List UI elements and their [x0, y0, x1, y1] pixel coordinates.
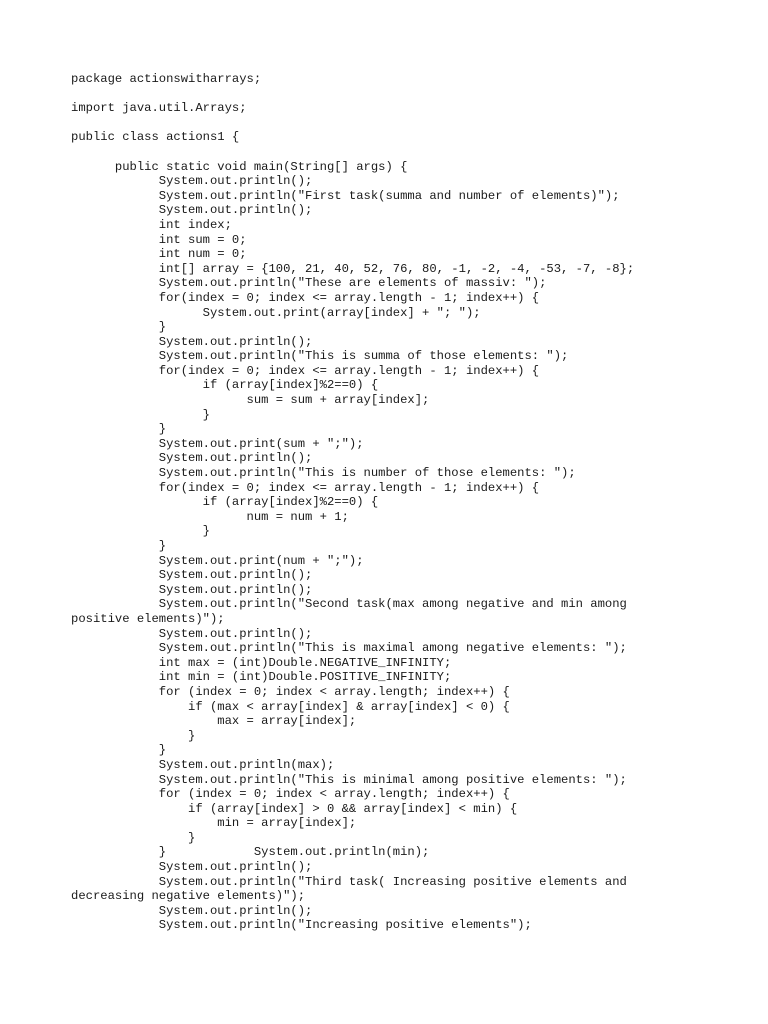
code-line: System.out.println();	[71, 174, 313, 189]
code-line: System.out.println("Second task(max among negative and min among	[71, 597, 627, 612]
code-line: }	[71, 728, 196, 743]
code-line: package actionswitharrays;	[71, 72, 262, 86]
code-line: System.out.println("This is maximal among negative elements: ");	[71, 641, 627, 656]
code-line: }	[71, 539, 167, 553]
code-line	[71, 145, 751, 160]
code-line: max = array[index];	[71, 714, 357, 729]
code-line: positive elements)");	[71, 611, 225, 626]
code-line: if (array[index] > 0 && array[index] < min) {	[71, 801, 518, 816]
code-line: System.out.println();	[71, 451, 313, 466]
code-line: }	[71, 422, 167, 437]
code-line: for(index = 0; index <= array.length - 1; index++) {	[71, 363, 540, 378]
code-line: if (array[index]%2==0) {	[71, 378, 379, 393]
code-line: System.out.println("This is summa of those elements: ");	[71, 349, 569, 364]
code-line: System.out.println();	[71, 626, 313, 641]
code-line: public static void main(String[] args) {	[71, 159, 408, 174]
code-line: System.out.println();	[71, 334, 313, 349]
code-line: } System.out.println(min);	[71, 845, 430, 860]
code-line: int num = 0;	[71, 247, 247, 262]
code-line: int max = (int)Double.NEGATIVE_INFINITY;	[71, 655, 452, 670]
code-line: int sum = 0;	[71, 232, 247, 247]
code-line: int min = (int)Double.POSITIVE_INFINITY;	[71, 670, 452, 685]
code-line: for(index = 0; index <= array.length - 1; index++) {	[71, 480, 540, 495]
code-listing	[71, 72, 751, 933]
code-line: System.out.println("Increasing positive elements");	[71, 918, 532, 933]
code-line: System.out.println("Third task( Increasing positive elements and	[71, 874, 627, 889]
code-line: }	[71, 830, 196, 845]
code-line: int[] array = {100, 21, 40, 52, 76, 80, -1, -2, -4, -53, -7, -8};	[71, 261, 635, 276]
code-line: System.out.println();	[71, 903, 313, 918]
code-line: sum = sum + array[index];	[71, 393, 430, 408]
code-line: for(index = 0; index <= array.length - 1; index++) {	[71, 290, 540, 305]
code-line: public class actions1 {	[71, 130, 240, 145]
code-line: decreasing negative elements)");	[71, 889, 306, 904]
code-line: System.out.println();	[71, 860, 313, 875]
code-line: System.out.print(array[index] + "; ");	[71, 305, 481, 320]
code-line: System.out.println();	[71, 203, 313, 218]
code-line: if (max < array[index] & array[index] < 0) {	[71, 699, 510, 714]
code-line: System.out.println("This is number of those elements: ");	[71, 466, 576, 481]
code-line: int index;	[71, 217, 232, 232]
code-line: }	[71, 524, 210, 539]
code-line: System.out.println("These are elements of massiv: ");	[71, 276, 547, 291]
code-line: System.out.println();	[71, 582, 313, 597]
code-line: System.out.println("This is minimal among positive elements: ");	[71, 772, 627, 787]
code-line: for (index = 0; index < array.length; index++) {	[71, 684, 510, 699]
code-line: min = array[index];	[71, 816, 357, 831]
code-line: System.out.print(sum + ";");	[71, 436, 364, 451]
code-line: System.out.println();	[71, 568, 313, 583]
code-line: System.out.print(num + ";");	[71, 553, 364, 568]
code-line: System.out.println("First task(summa and number of elements)");	[71, 188, 620, 203]
code-line: for (index = 0; index < array.length; index++) {	[71, 787, 510, 802]
code-line: }	[71, 743, 167, 758]
code-line: if (array[index]%2==0) {	[71, 495, 379, 510]
code-line: import java.util.Arrays;	[71, 101, 247, 116]
code-line: num = num + 1;	[71, 509, 349, 524]
code-line: }	[71, 320, 167, 335]
code-line	[71, 87, 751, 102]
code-line: }	[71, 407, 210, 422]
code-line: System.out.println(max);	[71, 757, 335, 772]
code-line	[71, 116, 751, 131]
